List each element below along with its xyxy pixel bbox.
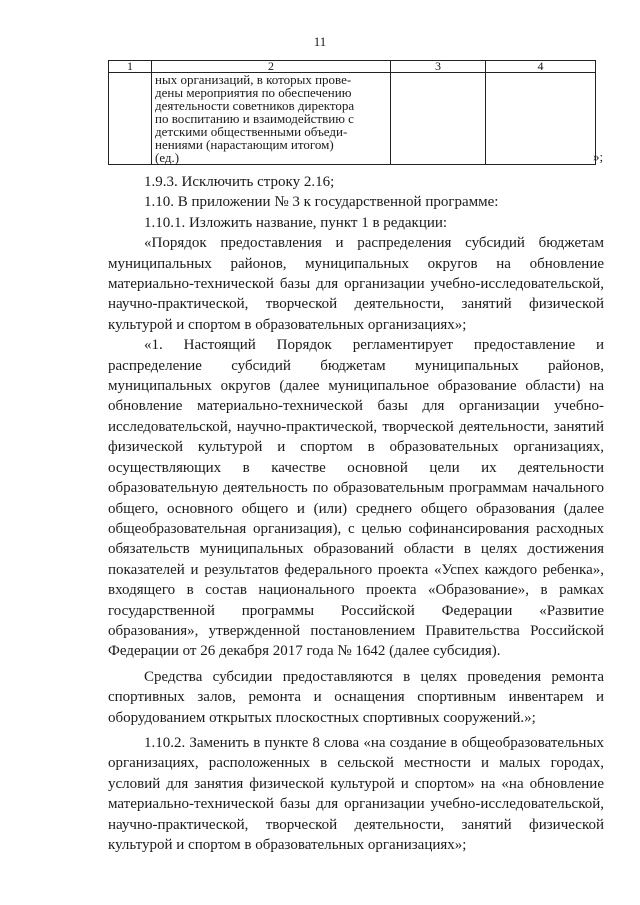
table-cell <box>109 73 152 165</box>
paragraph: «1. Настоящий Порядок регламентирует предоставление и распределение субсидий бюджетам муниципальных районов, муниципальных округов (далее муниципальное образование области) на обновление материально-технической базы для организации учебно-исследовательской, научно-практической, творческой деятельности, занятий физической культурой и спортом в образовательных организациях, осуществляющих в качестве основной цели их деятельности образовательную деятельность по образовательным программам начального общего, основного общего и (или) среднего общего образования (далее общеобразовательная организация), с целью софинансирования расходных обязательств муниципальных образований области в целях достижения показателей и результатов федерального проекта «Успех каждого ребенка», входящего в состав национального проекта «Образование», в рамках государственной программы Российской Федерации «Развитие образования», утвержденной постановлением Правительства Российской Федерации от 26 декабря 2017 года № 1642 (далее субсидия). <box>108 337 604 660</box>
paragraph: Средства субсидии предоставляются в целях проведения ремонта спортивных залов, ремонта и оснащения спортивным инвентарем и оборудованием открытых плоскостных спортивных сооружений.»; <box>108 668 604 726</box>
table-cell-indicator <box>152 73 391 165</box>
table-cell-line: по воспитанию и взаимодействию с <box>155 111 354 126</box>
table-closing-quote: »; <box>593 149 604 164</box>
document-body <box>108 172 604 855</box>
table-cell-line: детскими общественными объеди- <box>155 124 348 139</box>
table-cell <box>486 73 596 165</box>
table-cell-line: (ед.) <box>155 150 180 165</box>
table-header-cell: 1 <box>109 61 152 73</box>
table-cell-line: деятельности советников директора <box>155 98 355 113</box>
table-cell-line: ных организаций, в которых прове- <box>155 72 352 87</box>
paragraph: 1.10.1. Изложить название, пункт 1 в редакции: <box>144 214 448 231</box>
indicator-table <box>108 60 596 165</box>
paragraph: «Порядок предоставления и распределения субсидий бюджетам муниципальных районов, муниципальных округов на обновление материально-технической базы для организации учебно-исследовательской, научно-практической, творческой деятельности, занятий физической культурой и спортом в образовательных организациях»; <box>108 235 604 333</box>
table-cell-line: дены мероприятия по обеспечению <box>155 85 352 100</box>
table-header-cell: 2 <box>152 61 391 73</box>
table-header-cell: 4 <box>486 61 596 73</box>
page-number: 11 <box>313 34 327 49</box>
table-cell <box>391 73 486 165</box>
table-header-row <box>109 61 596 73</box>
paragraph: 1.9.3. Исключить строку 2.16; <box>144 174 335 190</box>
table-row <box>109 73 596 165</box>
paragraph: 1.10.2. Заменить в пункте 8 слова «на создание в общеобразовательных организациях, расположенных в сельской местности и малых городах, условий для занятия физической культурой и спортом» на «на обновление материально-технической базы для организации учебно-исследовательской, научно-практической, творческой деятельности, занятий физической культурой и спортом в образовательных организациях»; <box>108 734 604 853</box>
table-cell-line: нениями (нарастающим итогом) <box>155 137 334 152</box>
paragraph: 1.10. В приложении № 3 к государственной программе: <box>144 194 499 211</box>
table-header-cell: 3 <box>391 61 486 73</box>
